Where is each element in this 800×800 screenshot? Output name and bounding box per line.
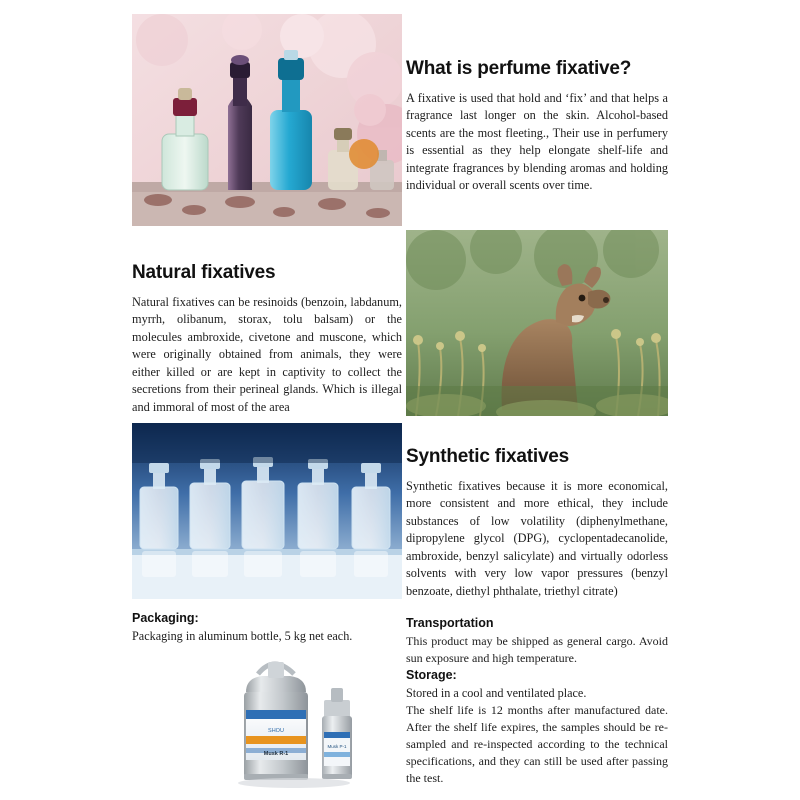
section-storage — [406, 668, 668, 787]
small-bottle-name-text: Musk P-1 — [327, 744, 347, 749]
section-transportation — [406, 616, 668, 667]
storage-heading: Storage: — [406, 668, 457, 682]
transportation-heading: Transportation — [406, 616, 494, 630]
section-packaging — [132, 611, 402, 645]
synthetic-heading: Synthetic fixatives — [406, 446, 570, 467]
packaging-heading: Packaging: — [132, 611, 199, 625]
packaging-text: Packaging in aluminum bottle, 5 kg net each. — [132, 629, 353, 643]
section-natural — [132, 262, 402, 416]
image-perfume-bottles — [132, 14, 402, 226]
image-product-bottles — [232, 648, 372, 793]
transportation-text: This product may be shipped as general cargo. Avoid sun exposure and high temperature. — [406, 634, 668, 666]
section-intro — [406, 58, 668, 195]
natural-text: Natural fixatives can be resinoids (benzoin, labdanum, myrrh, olibanum, storax, tolu balsam) or the molecules ambroxide, civetone and muscone, which were originally obtained from animals, they were either killed or are kept in captivity to collect the secretions from their perineal glands. Which is illegal and immoral of most of the area — [132, 295, 402, 414]
synthetic-text: Synthetic fixatives because it is more economical, more consistent and more ethical, they include substances of low volatility (diphenylmethane, dipropylene glycol (DPG), cyclopentadecanolide, ambroxide, benzyl salicylate) and virtually odorless solvents with very low vapor pressures (benzyl benzoate, diethyl phthalate, triethyl citrate) — [406, 479, 668, 598]
section-synthetic — [406, 446, 668, 600]
image-deer — [406, 230, 668, 416]
image-lab-bottles — [132, 423, 402, 599]
big-bottle-brand-text: SHOU — [268, 728, 284, 734]
storage-text-line1: Stored in a cool and ventilated place. — [406, 686, 587, 700]
natural-heading: Natural fixatives — [132, 262, 276, 283]
storage-text-line2: The shelf life is 12 months after manufactured date. After the shelf life expires, the samples should be re-sampled and re-inspected according to the technical specifications, and they can still be used after passing the test. — [406, 703, 668, 786]
intro-text: A fixative is used that hold and ‘fix’ and that helps a fragrance last longer on the skin. Alcohol-based scents are the most fleeting., Their use in perfumery is essential as they help elongate shelf-life and integrate fragrances by blending aromas and holding individual or overall scents over time. — [406, 91, 668, 193]
big-bottle-name-text: Musk R-1 — [263, 751, 289, 757]
intro-heading: What is perfume fixative? — [406, 58, 632, 79]
